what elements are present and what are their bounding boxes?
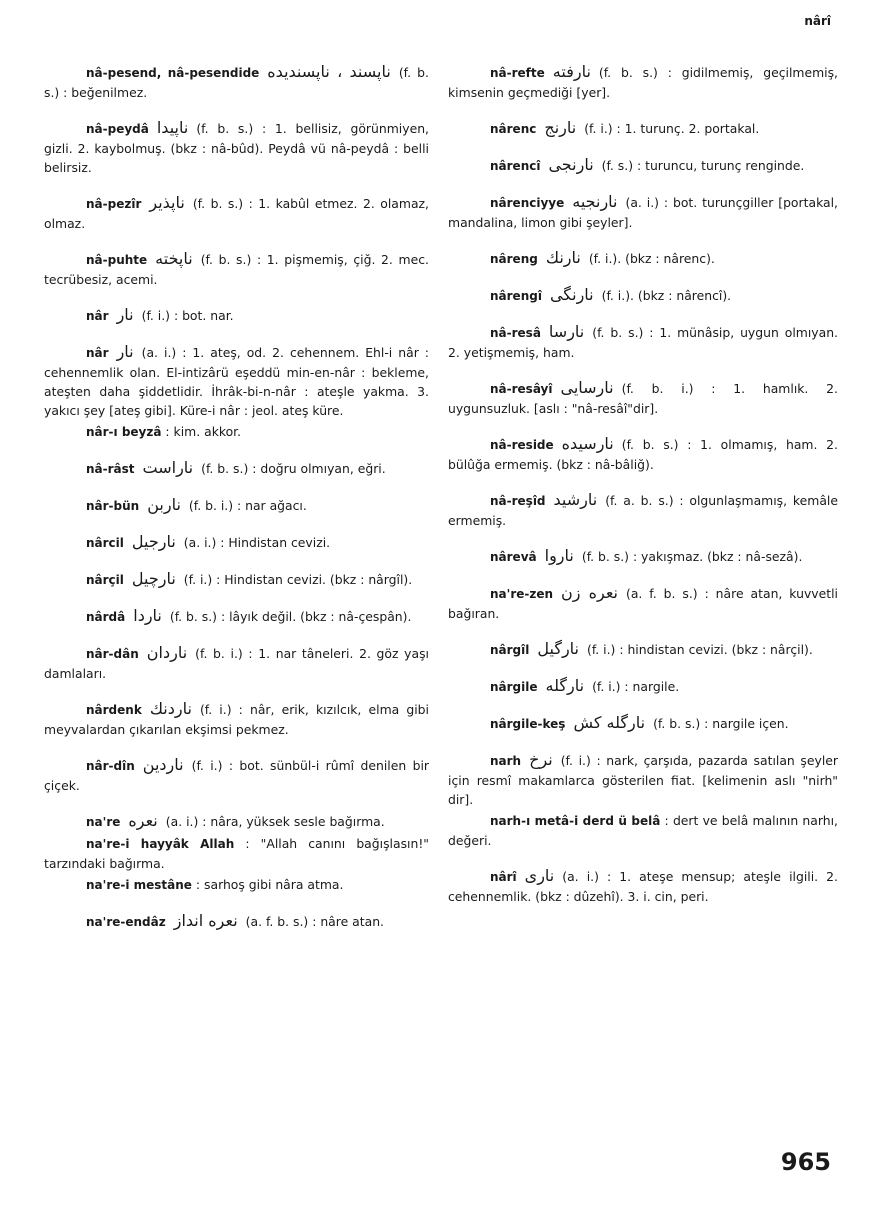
entry-arabic-script: نارنك (545, 248, 581, 267)
entry-definition: (f. i.). (bkz : nârencî). (601, 288, 732, 303)
entry-arabic-script: نارگله کش (573, 713, 646, 732)
dictionary-entry (448, 378, 838, 418)
entry-arabic-script: نار (116, 305, 134, 324)
dictionary-entry (44, 532, 429, 553)
entry-arabic-script: ناروا (544, 546, 574, 565)
running-head: nârî (804, 14, 831, 28)
entry-definition: (f. b. i.) : 1. hamlık. 2. uygunsuzluk. [aslı : "nâ-resâî"dir]. (448, 381, 838, 416)
entry-arabic-script: نارسا (548, 322, 585, 341)
entry-arabic-script: ناردین (142, 755, 184, 774)
entry-definition: (f. i.) : 1. turunç. 2. portakal. (584, 121, 760, 136)
dictionary-entry (448, 490, 838, 530)
entry-headword: nâr-ı beyzâ (86, 425, 162, 439)
entry-definition: (a. f. b. s.) : nâre atan. (245, 914, 384, 929)
dictionary-entry (44, 911, 429, 932)
entry-headword: nâ-reside (490, 438, 554, 452)
entry-headword: nâ-peydâ (86, 122, 149, 136)
entry-arabic-script: نارگیل (537, 639, 579, 658)
entry-definition: : "Allah canını bağışlasın!" tarzındaki bağırma. (44, 836, 429, 871)
entry-headword: nâ-pesend, nâ-pesendide (86, 66, 260, 80)
entry-arabic-script: نارچیل (131, 569, 176, 588)
entry-definition: (f. i.) : Hindistan cevizi. (bkz : nârgîl). (183, 572, 413, 587)
entry-headword: nârevâ (490, 550, 537, 564)
entry-definition: (f. b. s.) : 1. münâsip, uygun olmıyan. 2. yetişmemiş, ham. (448, 325, 838, 360)
entry-definition: (f. i.) : nâr, erik, kızılcık, elma gibi meyvalardan çıkarılan ekşimsi pekmez. (44, 702, 429, 737)
dictionary-entry (448, 192, 838, 232)
entry-headword: nârdâ (86, 610, 126, 624)
entry-headword: nârenc (490, 122, 537, 136)
entry-headword: na're-zen (490, 587, 554, 601)
entry-definition: (f. b. s.) : lâyık değil. (bkz : nâ-çespân). (169, 609, 412, 624)
dictionary-entry (44, 755, 429, 795)
entry-arabic-script: نرخ (529, 750, 553, 769)
dictionary-entry (44, 495, 429, 516)
entry-definition: (f. b. s.) : doğru olmıyan, eğri. (201, 461, 386, 476)
entry-definition: (f. b. s.) : 1. bellisiz, görünmiyen, gizli. 2. kaybolmuş. (bkz : nâ-bûd). Peydâ vü nâ-peydâ : belli belirsiz. (44, 121, 429, 175)
dictionary-entry (448, 713, 838, 734)
entry-definition: (a. i.) : nâra, yüksek sesle bağırma. (165, 814, 385, 829)
dictionary-entry (44, 606, 429, 627)
entry-headword: nârdenk (86, 703, 142, 717)
entry-definition: (f. s.) : turuncu, turunç renginde. (601, 158, 805, 173)
dictionary-entry (448, 750, 838, 809)
entry-arabic-script: نارگله (545, 676, 585, 695)
entry-arabic-script: ناردا (133, 606, 162, 625)
page-number: 965 (780, 1148, 831, 1176)
entry-headword: nârgile (490, 680, 538, 694)
entry-arabic-script: نارسیده (561, 434, 614, 453)
entry-definition: (f. i.). (bkz : nârenc). (588, 251, 715, 266)
dictionary-entry (448, 583, 838, 623)
dictionary-entry (448, 322, 838, 362)
entry-headword: nâ-resâ (490, 326, 541, 340)
entry-definition: (f. b. i.) : nar ağacı. (188, 498, 307, 513)
entry-arabic-script: نارفته (552, 62, 591, 81)
entry-headword: nârgîl (490, 643, 530, 657)
entry-arabic-script: نارجیل (131, 532, 176, 551)
entry-arabic-script: ناری (524, 866, 555, 885)
entry-definition: (f. i.) : nargile. (592, 679, 680, 694)
entry-arabic-script: ناپسند ، ناپسندیده (267, 62, 391, 81)
entry-headword: nâ-râst (86, 462, 135, 476)
entry-arabic-script: نعره انداز (173, 911, 238, 930)
entry-definition: (a. i.) : 1. ateşe mensup; ateşle ilgili. 2. cehennemlik. (bkz : dûzehî). 3. i. cin, peri. (448, 869, 838, 904)
entry-headword: nâ-reşîd (490, 494, 546, 508)
dictionary-entry (44, 342, 429, 420)
entry-headword: nârgile-keş (490, 717, 566, 731)
dictionary-entry (44, 811, 429, 832)
entry-headword: na're-endâz (86, 915, 166, 929)
entry-definition: (f. b. s.) : 1. olmamış, ham. 2. bülûğa ermemiş. (bkz : nâ-bâliğ). (448, 437, 838, 472)
dictionary-entry (44, 62, 429, 102)
entry-headword: nâ-resâyî (490, 382, 553, 396)
dictionary-entry (44, 249, 429, 289)
entry-headword: nârcil (86, 536, 124, 550)
dictionary-entry (44, 193, 429, 233)
entry-arabic-script: ناربن (147, 495, 181, 514)
entry-headword: nâr-bün (86, 499, 140, 513)
entry-definition: (f. a. b. s.) : olgunlaşmamış, kemâle ermemiş. (448, 493, 838, 528)
entry-arabic-script: نارنج (544, 118, 577, 137)
entry-definition: : sarhoş gibi nâra atma. (195, 877, 344, 892)
entry-arabic-script: نار (116, 342, 134, 361)
entry-definition: : dert ve belâ malının narhı, değeri. (448, 813, 838, 848)
entry-definition: (f. b. s.) : yakışmaz. (bkz : nâ-sezâ). (581, 549, 803, 564)
entry-arabic-script: نارنجیه (572, 192, 618, 211)
dictionary-entry (448, 546, 838, 567)
entry-headword: narh-ı metâ-i derd ü belâ (490, 814, 661, 828)
dictionary-entry (448, 285, 838, 306)
entry-definition: (f. i.) : nark, çarşıda, pazarda satılan şeyler için resmî makamlarca gösterilen fiat. [kelimenin aslı "nirh" dir]. (448, 753, 838, 807)
dictionary-entry (44, 643, 429, 683)
entry-arabic-script: نارنگی (549, 285, 594, 304)
entry-headword: nâr-dîn (86, 759, 135, 773)
dictionary-entry (448, 155, 838, 176)
entry-headword: nâr (86, 346, 109, 360)
entry-arabic-script: ناراست (142, 458, 194, 477)
entry-headword: na're (86, 815, 121, 829)
dictionary-entry (448, 676, 838, 697)
left-column (44, 62, 429, 948)
entry-definition: (f. i.) : bot. nar. (141, 308, 234, 323)
entry-definition: (a. f. b. s.) : nâre atan, kuvvetli bağıran. (448, 586, 838, 621)
entry-headword: na're-i hayyâk Allah (86, 837, 235, 851)
entry-headword: nâreng (490, 252, 538, 266)
dictionary-entry (44, 422, 429, 442)
entry-headword: na're-i mestâne (86, 878, 192, 892)
dictionary-entry (448, 248, 838, 269)
dictionary-entry (448, 639, 838, 660)
entry-definition: : kim. akkor. (165, 424, 242, 439)
entry-definition: (f. i.) : hindistan cevizi. (bkz : nârçil). (587, 642, 813, 657)
entry-headword: nârî (490, 870, 517, 884)
dictionary-entry (44, 305, 429, 326)
entry-headword: narh (490, 754, 522, 768)
entry-arabic-script: ناردنك (149, 699, 192, 718)
entry-arabic-script: نارنجی (548, 155, 594, 174)
entry-arabic-script: نارشید (553, 490, 598, 509)
dictionary-entry (44, 118, 429, 177)
entry-arabic-script: نعره زن (561, 583, 618, 602)
dictionary-entry (448, 62, 838, 102)
entry-definition: (a. i.) : Hindistan cevizi. (183, 535, 331, 550)
dictionary-entry (44, 875, 429, 895)
entry-definition: (f. b. s.) : gidilmemiş, geçilmemiş, kimsenin geçmediği [yer]. (448, 65, 838, 100)
entry-headword: nâr (86, 309, 109, 323)
entry-headword: nârencî (490, 159, 541, 173)
dictionary-entry (44, 458, 429, 479)
dictionary-entry (448, 434, 838, 474)
entry-headword: nârengî (490, 289, 542, 303)
entry-definition: (f. b. s.) : 1. pişmemiş, çiğ. 2. mec. tecrübesiz, acemi. (44, 252, 429, 287)
entry-definition: (a. i.) : bot. turunçgiller [portakal, mandalina, limon gibi şeyler]. (448, 195, 838, 230)
entry-headword: nâ-refte (490, 66, 545, 80)
entry-arabic-script: نارسایی (560, 378, 614, 397)
entry-arabic-script: ناپذیر (149, 193, 185, 212)
entry-headword: nâ-puhte (86, 253, 148, 267)
entry-arabic-script: ناپیدا (156, 118, 189, 137)
entry-definition: (f. b. s.) : nargile içen. (653, 716, 789, 731)
entry-arabic-script: ناردان (146, 643, 188, 662)
entry-definition: (f. b. s.) : beğenilmez. (44, 65, 429, 100)
dictionary-entry (44, 699, 429, 739)
entry-definition: (f. i.) : bot. sünbül-i rûmî denilen bir çiçek. (44, 758, 429, 793)
entry-arabic-script: ناپخته (155, 249, 193, 268)
entry-headword: nârenciyye (490, 196, 565, 210)
entry-headword: nâr-dân (86, 647, 139, 661)
right-column (448, 62, 838, 922)
entry-headword: nâ-pezîr (86, 197, 142, 211)
entry-headword: nârçil (86, 573, 124, 587)
dictionary-entry (448, 811, 838, 850)
entry-definition: (f. b. s.) : 1. kabûl etmez. 2. olamaz, olmaz. (44, 196, 429, 231)
entry-arabic-script: نعره (128, 811, 158, 830)
dictionary-entry (44, 569, 429, 590)
dictionary-entry (448, 118, 838, 139)
dictionary-entry (44, 834, 429, 873)
entry-definition: (a. i.) : 1. ateş, od. 2. cehennem. Ehl-i nâr : cehennemlik olan. El-intizârü eşeddü min-en-nâr : bekleme, ateşten daha şiddetlidir. İhrâk-bi-n-nâr : ateşle yakma. 3. yakıcı şey [ateş gibi]. Küre-i nâr : jeol. ateş küre. (44, 345, 429, 418)
dictionary-entry (448, 866, 838, 906)
entry-definition: (f. b. i.) : 1. nar tâneleri. 2. göz yaşı damlaları. (44, 646, 429, 681)
